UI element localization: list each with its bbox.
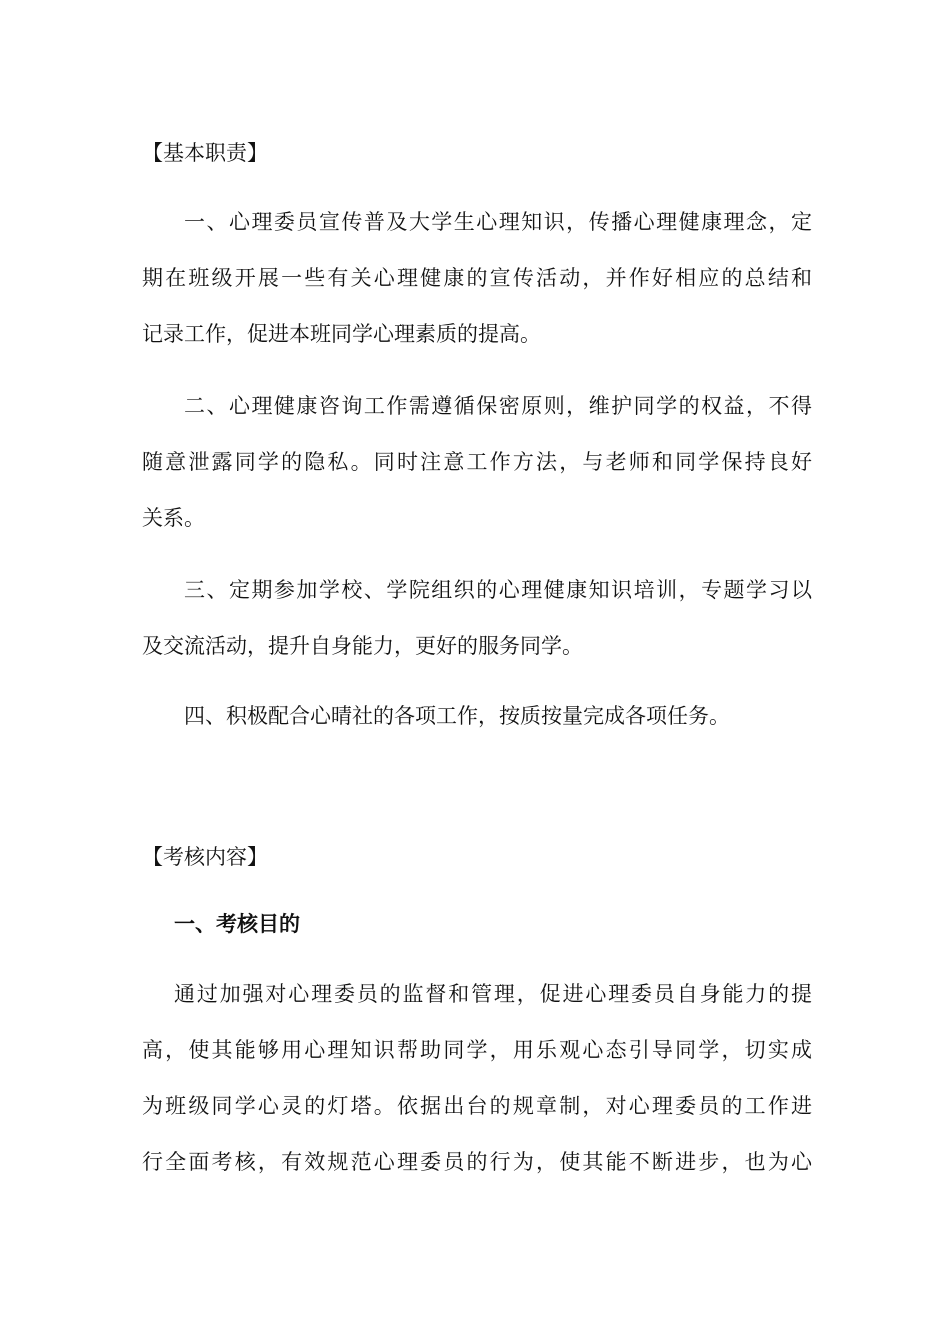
assessment-subheading: 一、考核目的 [174, 911, 300, 936]
duty-3-line-2: 及交流活动，提升自身能力，更好的服务同学。 [142, 634, 583, 658]
assessment-para-line-1: 通过加强对心理委员的监督和管理，促进心理委员自身能力的提 [174, 982, 812, 1006]
duty-2-line-1: 二、心理健康咨询工作需遵循保密原则，维护同学的权益，不得 [184, 394, 812, 418]
duty-3-line-1: 三、定期参加学校、学院组织的心理健康知识培训，专题学习以 [184, 578, 812, 602]
duty-1-line-1: 一、心理委员宣传普及大学生心理知识，传播心理健康理念，定 [184, 210, 812, 234]
duty-2-line-2: 随意泄露同学的隐私。同时注意工作方法，与老师和同学保持良好 [142, 450, 812, 474]
duty-4-line-1: 四、积极配合心晴社的各项工作，按质按量完成各项任务。 [184, 704, 730, 728]
assessment-para-line-3: 为班级同学心灵的灯塔。依据出台的规章制，对心理委员的工作进 [142, 1094, 812, 1118]
duty-1-line-3: 记录工作，促进本班同学心理素质的提高。 [142, 322, 541, 346]
assessment-para-line-4: 行全面考核，有效规范心理委员的行为，使其能不断进步，也为心 [142, 1150, 812, 1174]
duty-2-line-3: 关系。 [142, 506, 205, 530]
duty-1-line-2: 期在班级开展一些有关心理健康的宣传活动，并作好相应的总结和 [142, 266, 812, 290]
assessment-para-line-2: 高，使其能够用心理知识帮助同学，用乐观心态引导同学，切实成 [142, 1038, 812, 1062]
section-heading-assessment: 【考核内容】 [142, 845, 268, 869]
section-heading-duties: 【基本职责】 [142, 141, 268, 165]
